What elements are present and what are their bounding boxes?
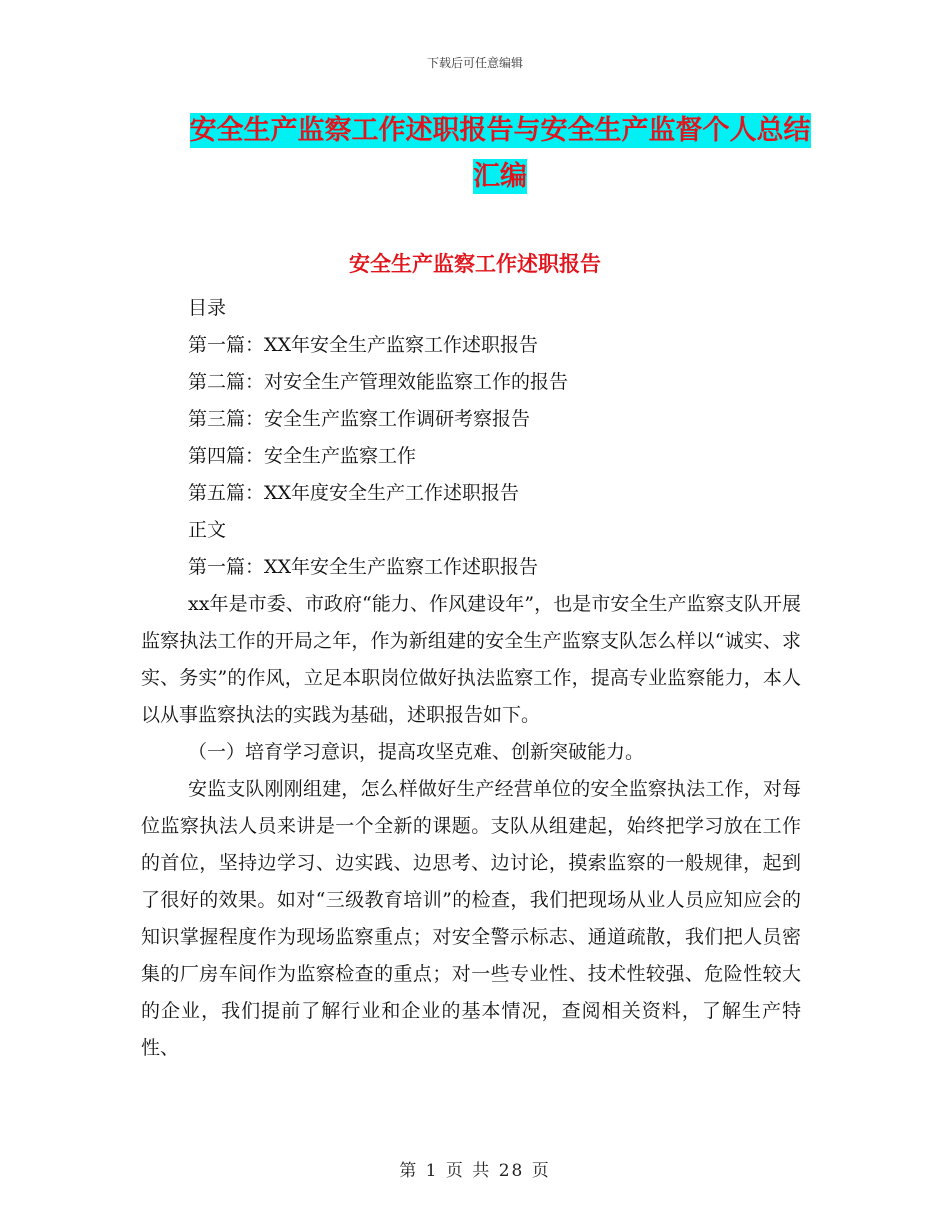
article-heading: 第一篇：XX年安全生产监察工作述职报告 [188, 556, 539, 578]
body-paragraph: 安监支队刚刚组建，怎么样做好生产经营单位的安全监察执法工作，对每位监察执法人员来讲是一个全新的课题。支队从组建起，始终把学习放在工作的首位，坚持边学习、边实践、边思考、边讨论，摸索监察的一般规律，起到了很好的效果。如对“三级教育培训”的检查，我们把现场从业人员应知应会的知识掌握程度作为现场监察重点；对安全警示标志、通道疏散，我们把人员密集的厂房车间作为监察检查的重点；对一些专业性、技术性较强、危险性较大的企业，我们提前了解行业和企业的基本情况，查阅相关资料，了解生产特性、 [141, 778, 801, 1059]
body-paragraph: （一）培育学习意识，提高攻坚克难、创新突破能力。 [188, 741, 645, 763]
section-title: 安全生产监察工作述职报告 [349, 252, 601, 276]
toc-heading: 目录 [188, 297, 227, 319]
body-heading: 正文 [188, 519, 227, 541]
header-note: 下载后可任意编辑 [426, 56, 523, 70]
body-paragraph: xx年是市委、市政府“能力、作风建设年”，也是市安全生产监察支队开展监察执法工作的开局之年，作为新组建的安全生产监察支队怎么样以“诚实、求实、务实”的作风，立足本职岗位做好执法监察工作，提高专业监察能力，本人以从事监察执法的实践为基础，述职报告如下。 [141, 593, 801, 726]
document-body [141, 290, 801, 1067]
toc-item: 第四篇：安全生产监察工作 [188, 445, 417, 467]
document-title [150, 108, 850, 200]
document-title-line-2: 汇编 [473, 161, 527, 192]
toc-item: 第三篇：安全生产监察工作调研考察报告 [188, 408, 531, 430]
document-title-line-1: 安全生产监察工作述职报告与安全生产监督个人总结 [189, 115, 811, 146]
toc-item: 第五篇：XX年度安全生产工作述职报告 [188, 482, 520, 504]
page-footer: 第 1 页 共 28 页 [399, 1161, 551, 1181]
toc-item: 第二篇：对安全生产管理效能监察工作的报告 [188, 371, 569, 393]
toc-item: 第一篇：XX年安全生产监察工作述职报告 [188, 334, 539, 356]
